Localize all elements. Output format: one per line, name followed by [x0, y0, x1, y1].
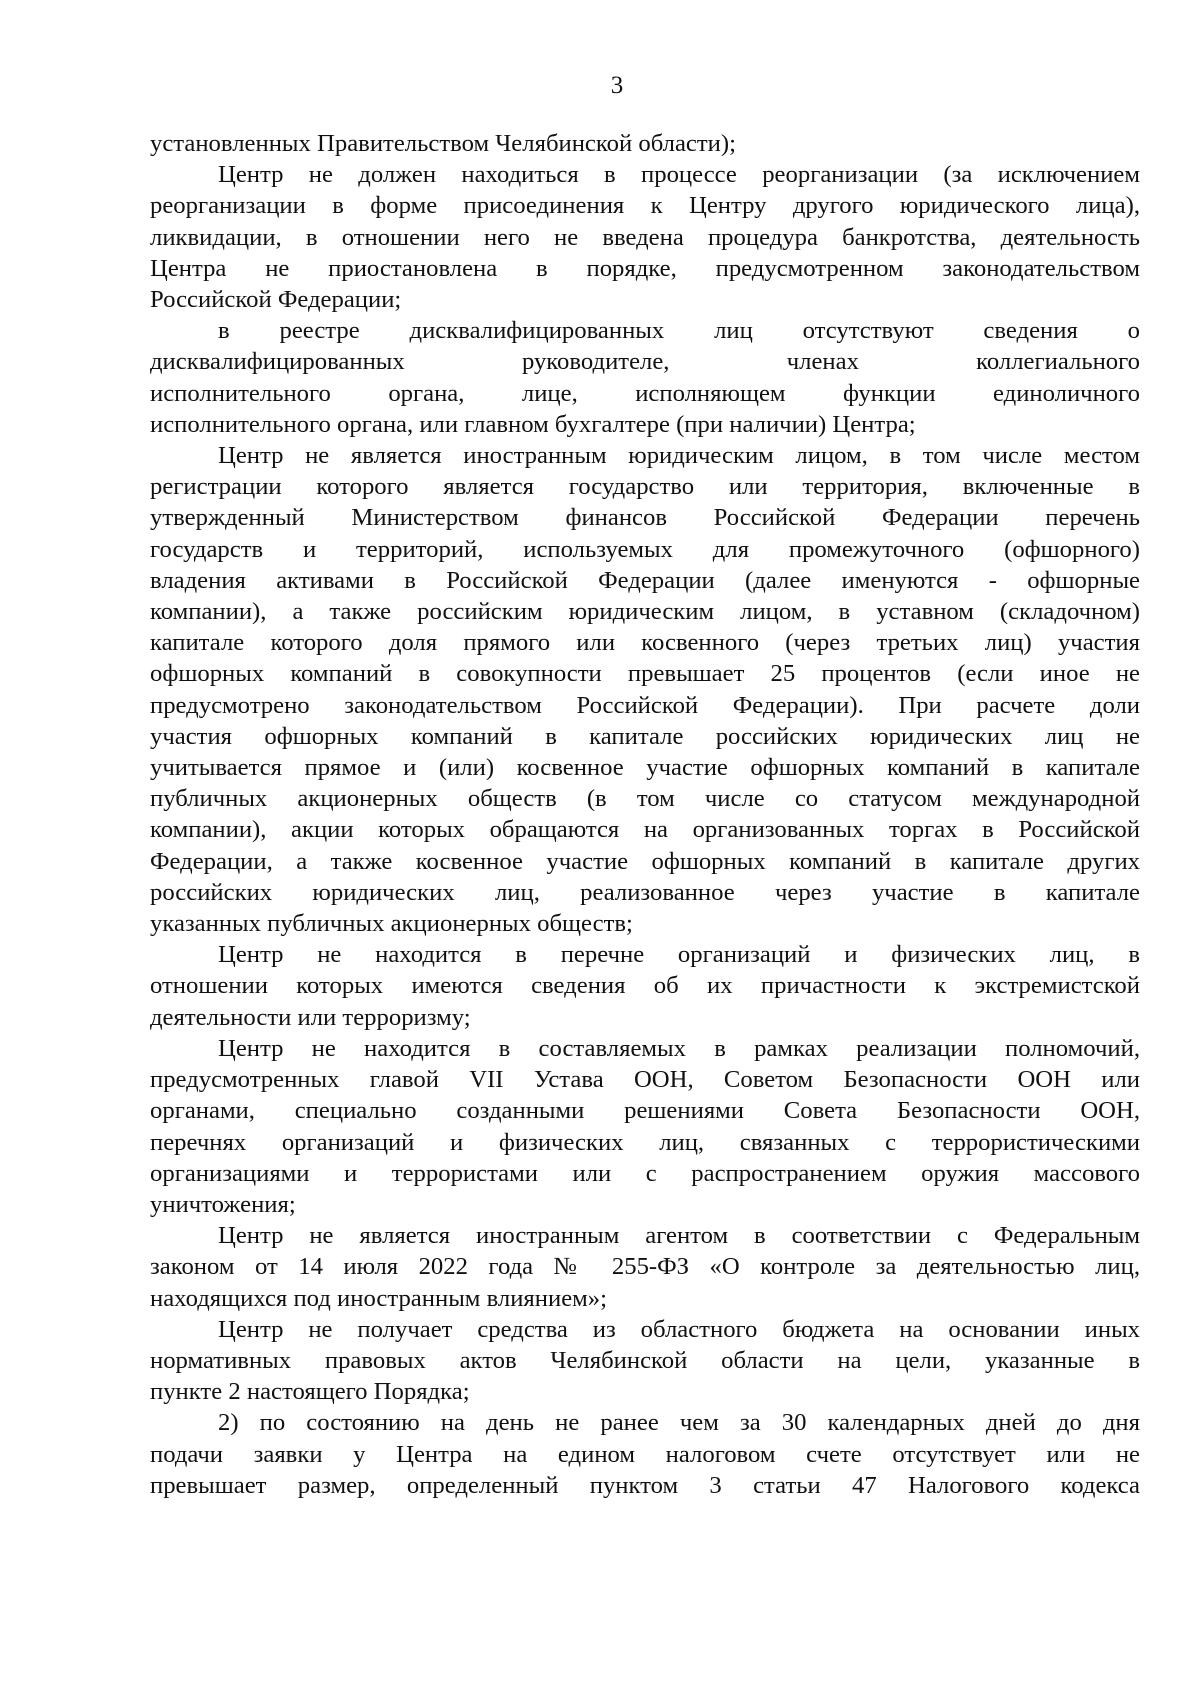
text-line: публичных акционерных обществ (в том числе со статусом международной [150, 785, 1140, 813]
text-line: отношении которых имеются сведения об их причастности к экстремистской [150, 972, 1140, 1000]
text-line: в реестре дисквалифицированных лиц отсутствуют сведения о [218, 317, 1140, 345]
text-line: Центра не приостановлена в порядке, предусмотренном законодательством [150, 254, 1140, 282]
text-line: подачи заявки у Центра на едином налоговом счете отсутствует или не [150, 1440, 1140, 1468]
text-line: органами, специально созданными решениями Совета Безопасности ООН, [150, 1097, 1140, 1125]
text-line: Российской Федерации; [150, 286, 402, 314]
text-line: ликвидации, в отношении него не введена процедура банкротства, деятельность [150, 223, 1140, 251]
text-line: предусмотрено законодательством Российской Федерации). При расчете доли [150, 691, 1140, 719]
text-line: регистрации которого является государство или территория, включенные в [150, 473, 1140, 501]
text-line: Центр не получает средства из областного бюджета на основании иных [218, 1315, 1140, 1343]
text-line: Центр не находится в перечне организаций и физических лиц, в [218, 941, 1140, 969]
text-line: предусмотренных главой VII Устава ООН, Советом Безопасности ООН или [150, 1066, 1140, 1094]
text-line: Центр не является иностранным агентом в соответствии с Федеральным [218, 1222, 1140, 1250]
text-line: превышает размер, определенный пунктом 3 статьи 47 Налогового кодекса [150, 1471, 1140, 1499]
text-line: находящихся под иностранным влиянием»; [150, 1284, 607, 1312]
page-number: 3 [610, 72, 624, 99]
text-line: уничтожения; [150, 1190, 296, 1218]
text-line: российских юридических лиц, реализованное через участие в капитале [150, 878, 1140, 906]
text-line: офшорных компаний в совокупности превышает 25 процентов (если иное не [150, 660, 1140, 688]
document-body [150, 128, 1140, 1501]
text-line: установленных Правительством Челябинской области); [150, 130, 736, 157]
text-line: законом от 14 июля 2022 года № 255-ФЗ «О контроле за деятельностью лиц, [150, 1253, 1140, 1281]
text-line: деятельности или терроризму; [150, 1003, 471, 1031]
text-line: компании), акции которых обращаются на организованных торгах в Российской [150, 816, 1140, 844]
text-line: капитале которого доля прямого или косвенного (через третьих лиц) участия [150, 629, 1140, 657]
text-line: участия офшорных компаний в капитале российских юридических лиц не [150, 722, 1140, 750]
text-line: реорганизации в форме присоединения к Центру другого юридического лица), [150, 192, 1140, 220]
text-line: перечнях организаций и физических лиц, связанных с террористическими [150, 1128, 1140, 1156]
text-line: указанных публичных акционерных обществ; [150, 910, 633, 938]
text-line: 2) по состоянию на день не ранее чем за 30 календарных дней до дня [218, 1409, 1140, 1437]
text-line: Центр не должен находиться в процессе реорганизации (за исключением [218, 161, 1140, 189]
text-line: компании), а также российским юридическим лицом, в уставном (складочном) [150, 598, 1140, 626]
text-line: владения активами в Российской Федерации (далее именуются - офшорные [150, 566, 1140, 594]
text-line: пункте 2 настоящего Порядка; [150, 1378, 470, 1406]
text-line: Центр не находится в составляемых в рамках реализации полномочий, [218, 1034, 1140, 1062]
text-line: Федерации, а также косвенное участие офшорных компаний в капитале других [150, 847, 1140, 875]
text-line: государств и территорий, используемых для промежуточного (офшорного) [150, 535, 1140, 563]
text-line: исполнительного органа, лице, исполняющем функции единоличного [150, 379, 1140, 407]
text-line: Центр не является иностранным юридическим лицом, в том числе местом [218, 442, 1140, 470]
text-line: организациями и террористами или с распространением оружия массового [150, 1159, 1140, 1187]
text-line: исполнительного органа, или главном бухгалтере (при наличии) Центра; [150, 410, 916, 438]
text-line: учитывается прямое и (или) косвенное участие офшорных компаний в капитале [150, 754, 1140, 782]
text-line: дисквалифицированных руководителе, членах коллегиального [150, 348, 1140, 376]
text-line: нормативных правовых актов Челябинской области на цели, указанные в [150, 1346, 1140, 1374]
text-line: утвержденный Министерством финансов Российской Федерации перечень [150, 504, 1140, 532]
